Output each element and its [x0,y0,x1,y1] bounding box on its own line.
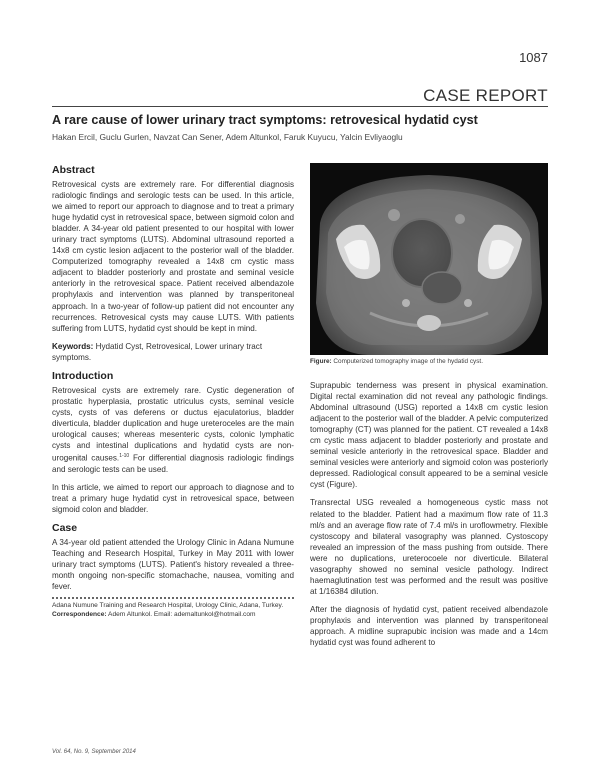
right-paragraph-2: Transrectal USG revealed a homogeneous cystic mass not related to the bladder. Patient had a maximum flow rate of 11.3 ml/s and an average flow rate of 7.4 ml/s in uroflowmetry. Flexible cystoscopy and bilateral vasography was planned. Cystoscopy revealed an impression of the mass pushing from outside. There were no duplications, ureterocoele nor diverticule. Bilateral vasography showed no seminal vesicle pathology. Indirect haemaglutination test was performed and the result was positive at 1/16384 dilution. [310,498,548,596]
article-title: A rare cause of lower urinary tract symptoms: retrovesical hydatid cyst [52,113,478,127]
citation-reference: 1-10 [119,452,130,459]
keywords-label: Keywords: [52,341,94,351]
keywords-text: Hydatid Cyst, Retrovesical, Lower urinary tract symptoms. [52,341,263,362]
correspondence [52,611,294,620]
case-paragraph-1: A 34-year old patient attended the Urology Clinic in Adana Numune Teaching and Research Hospital, Turkey in May 2011 with lower urinary tract symptoms (LUTS). Patient's history revealed a three-month ongoing non-specific stomachache, nausea, vomiting and fever. [52,537,294,592]
section-label: CASE REPORT [423,86,548,105]
ct-scan-drawing [310,163,548,355]
header-rule [52,106,548,107]
introduction-heading: Introduction [52,369,114,382]
author-list: Hakan Ercil, Guclu Gurlen, Navzat Can Sener, Adem Altunkol, Faruk Kuyucu, Yalcin Evliyaoglu [52,132,403,142]
affiliation-divider [52,597,294,599]
abstract-heading: Abstract [52,164,95,176]
right-column [310,163,548,648]
ct-scan-image [310,163,548,355]
page-number: 1087 [519,50,548,65]
journal-citation: Vol. 64, No. 9, September 2014 [52,749,136,755]
figure-caption [310,358,548,380]
abstract-text: Retrovesical cysts are extremely rare. For differential diagnosis radiologic findings and serologic tests can be used. In this article, we aimed to report our approach to diagnose and to treat a primary huge hydatid cyst in retrovesical space, between sigmoid colon and bladder. A 34-year old patient presented to our hospital with lower urinary tract symptoms (LUTS). Abdominal ultrasound reported a 14x8 cm cystic lesion adjacent to the posterior wall of the bladder. Computerized tomography revealed a 14x8 cm cystic mass adjacent to bladder posteriorly and prostate and seminal vesicle anteriorly in the retrovesical space. Patient received albendazole prophylaxis and intervention was planned by transperitoneal approach. In a two-year of follow-up patient did not encounter any recurrences. Retrovesical cysts may cause LUTS. With patients suffering from LUTS, hydatid cyst should be kept in mind. [52,180,294,333]
introduction-paragraph-1 [52,385,294,475]
figure-caption-text: Computerized tomography image of the hydatid cyst. [331,358,483,365]
intro-p1-tail: For differential diagnosis radiologic findings and serologic tests can be used. [52,453,294,474]
case-heading: Case [52,521,78,534]
intro-p1-text: Retrovesical cysts are extremely rare. Cystic degeneration of prostatic hyperplasia, prostatic utriculus cysts, seminal vesicle cysts, cysts of vas deferens or ductus ejaculatorius, bladder diverticula, bladder duplication and huge ureteroceles are the main urological causes; whereas mesenteric cysts, colonic lymphatic cysts and intestinal duplications and hydatid cysts are non-urogenital causes. [52,385,294,463]
affiliation-institution: Adana Numune Training and Research Hospital, Urology Clinic, Adana, Turkey. [52,602,284,610]
correspondence-text: Adem Altunkol. Email: ademaltunkol@hotmail.com [106,610,256,618]
left-column [52,164,294,619]
introduction-paragraph-2: In this article, we aimed to report our approach to diagnose and to treat a primary huge hydatid cyst in retrovesical space, between sigmoid colon and bladder. [52,482,294,514]
right-paragraph-3: After the diagnosis of hydatid cyst, patient received albendazole prophylaxis and intervention was planned by transperitoneal approach. A midline suprapubic incision was made and a 14cm hydatid cyst was found adherent to [310,604,548,648]
right-paragraph-1: Suprapubic tenderness was present in physical examination. Digital rectal examination did not reveal any pathologic findings. Abdominal ultrasound (USG) reported a 14x8 cm cystic lesion adjacent to the posterior wall of the bladder. A pelvic computerized tomography (CT) was planned for the patient. CT revealed a 14x8 cm cystic mass adjacent to bladder posteriorly and prostate and seminal vesicle anteriorly in the retrovesical space. Bladder and seminal vesicles were anteriorly and sigmoid colon was posteriorly depressed. Radiological consult appeared to be a seminal vesicle cyst (Figure). [310,381,548,490]
keywords [52,341,294,363]
correspondence-label: Correspondence: [52,610,107,618]
figure-caption-label: Figure: [310,358,332,365]
